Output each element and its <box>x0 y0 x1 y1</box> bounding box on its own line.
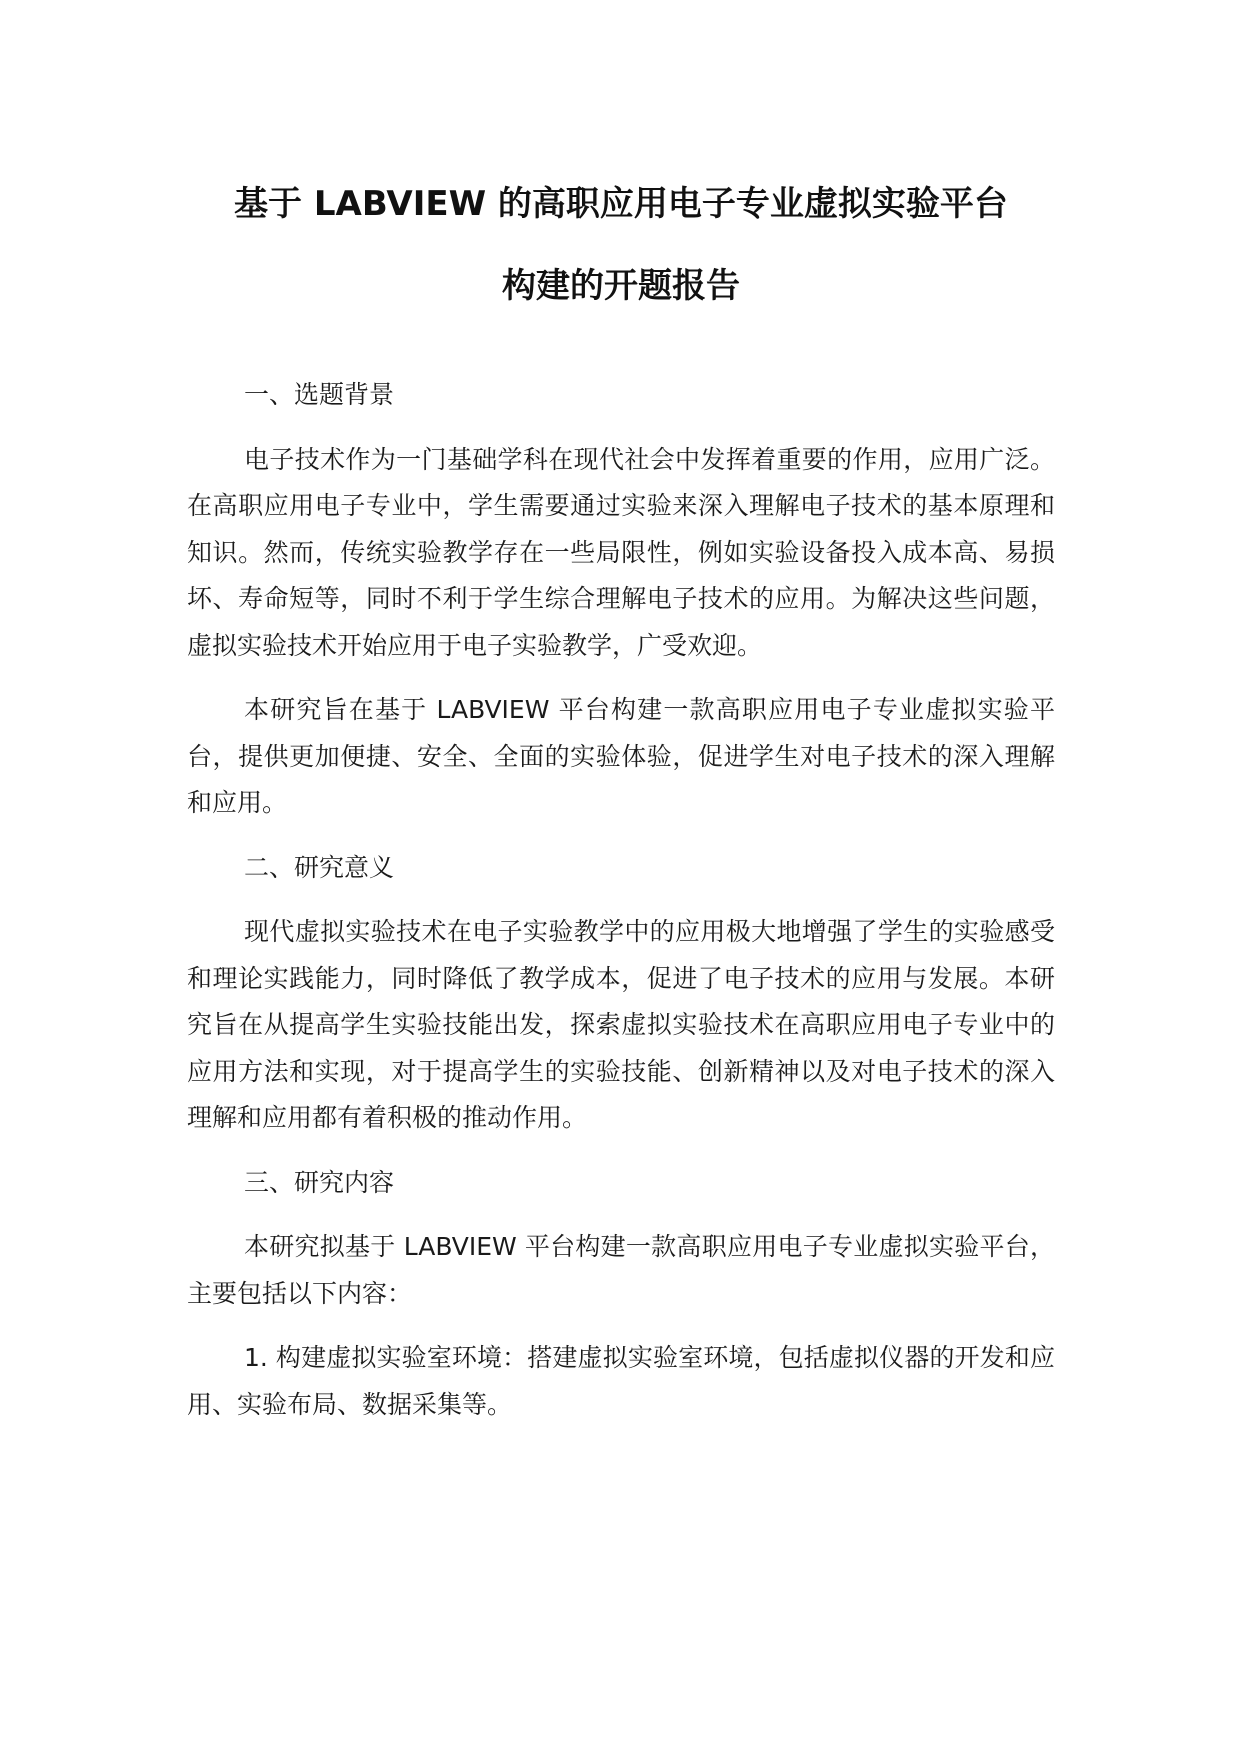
document-title-line-2: 构建的开题报告 <box>502 266 740 306</box>
paragraph-background-1: 电子技术作为一门基础学科在现代社会中发挥着重要的作用，应用广泛。在高职应用电子专业中，学生需要通过实验来深入理解电子技术的基本原理和知识。然而，传统实验教学存在一些局限性，例如实验设备投入成本高、易损坏、寿命短等，同时不利于学生综合理解电子技术的应用。为解决这些问题，虚拟实验技术开始应用于电子实验教学，广受欢迎。 <box>187 444 1055 660</box>
paragraph-content-1: 本研究拟基于 LABVIEW 平台构建一款高职应用电子专业虚拟实验平台，主要包括以下内容： <box>187 1232 1055 1308</box>
paragraph-significance-1: 现代虚拟实验技术在电子实验教学中的应用极大地增强了学生的实验感受和理论实践能力，同时降低了教学成本，促进了电子技术的应用与发展。本研究旨在从提高学生实验技能出发，探索虚拟实验技术在高职应用电子专业中的应用方法和实现，对于提高学生的实验技能、创新精神以及对电子技术的深入理解和应用都有着积极的推动作用。 <box>187 917 1055 1132</box>
document-page <box>187 0 1055 1754</box>
paragraph-background-2: 本研究旨在基于 LABVIEW 平台构建一款高职应用电子专业虚拟实验平台，提供更加便捷、安全、全面的实验体验，促进学生对电子技术的深入理解和应用。 <box>187 695 1055 817</box>
document-title-line-1: 基于 LABVIEW 的高职应用电子专业虚拟实验平台 <box>234 184 1008 224</box>
document-body <box>187 372 1055 1446</box>
paragraph-content-item-1: 1. 构建虚拟实验室环境：搭建虚拟实验室环境，包括虚拟仪器的开发和应用、实验布局、数据采集等。 <box>187 1343 1055 1419</box>
section-heading-background: 一、选题背景 <box>244 380 395 409</box>
section-heading-content: 三、研究内容 <box>244 1167 395 1197</box>
section-heading-significance: 二、研究意义 <box>244 852 395 882</box>
